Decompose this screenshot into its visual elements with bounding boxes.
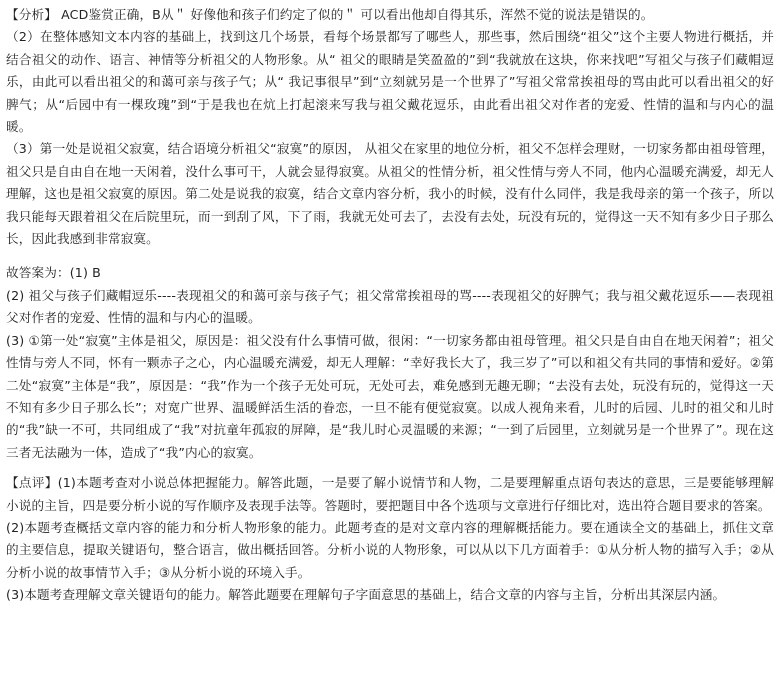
comment-paragraph-1: 【点评】(1)本题考查对小说总体把握能力。解答此题，一是要了解小说情节和人物，二是要理解重点语句表达的意思，三是要能够理解小说的主旨，四是要分析小说的写作顺序及表现手法等。答题时，要把题目中各个选项与文章进行仔细比对，选出符合题目要求的答案。 bbox=[6, 475, 774, 513]
answer-paragraph-3: (3) ①第一处“寂寞”主体是祖父，原因是：祖父没有什么事情可做，很闲：“一切家务都由祖母管理。祖父只是自由自在地天闲着”；祖父性情与旁人不同，怀有一颗赤子之心，内心温暖充满爱，却无人理解：“幸好我长大了，我三岁了”可以和祖父有共同的事情和爱好。②第二处“寂寞”主体是“我”，原因是：“我”作为一个孩子无处可玩，无处可去，难免感到无趣无聊；“去没有去处，玩没有玩的，觉得这一天不知有多少日子那么长”；对宽广世界、温暖鲜活生活的眷恋，一旦不能有便觉寂寞。以成人视角来看，儿时的后园、儿时的祖父和儿时的“我”缺一不可，共同组成了“我”对抗童年孤寂的屏障，是“我儿时心灵温暖的来源；“一到了后园里，立刻就另是一个世界了”。现在这三者无法融为一体，造成了“我”内心的寂寞。 bbox=[6, 332, 774, 460]
comment-section bbox=[6, 472, 774, 606]
analysis-section bbox=[6, 4, 774, 250]
analysis-paragraph-3: （3）第一处是说祖父寂寞，结合语境分析祖父“寂寞”的原因， 从祖父在家里的地位分析，祖父不怎样会理财，一切家务都由祖母管理，祖父只是自由自在地一天闲着，没什么事可干，人就会显得寂寞。从祖父的性情分析，祖父性情与旁人不同，他内心温暖充满爱，却无人理解，这也是祖父寂寞的原因。第二处是说我的寂寞，结合文章内容分析，我小的时候，没有什么同伴，我是我母亲的第一个孩子，所以我只能每天跟着祖父在后院里玩，而一到刮了风，下了雨，我就无处可去了，去没有去处，玩没有玩的，觉得这一天不知有多少日子那么长，因此我感到非常寂寞。 bbox=[6, 141, 774, 247]
comment-paragraph-2: (2)本题考查概括文章内容的能力和分析人物形象的能力。此题考查的是对文章内容的理解概括能力。要在通读全文的基础上，抓住文章的主要信息，提取关键语句，整合语言，做出概括回答。分析小说的人物形象，可以从以下几方面着手：①从分析人物的描写入手；②从分析小说的故事情节入手；③从分析小说的环境入手。 bbox=[6, 519, 774, 580]
comment-paragraph-3: (3)本题考查理解文章关键语句的能力。解答此题要在理解句子字面意思的基础上，结合文章的内容与主旨，分析出其深层内涵。 bbox=[6, 587, 726, 603]
answer-paragraph-1: 故答案为：(1) B bbox=[6, 265, 101, 281]
answer-paragraph-2: (2) 祖父与孩子们藏帽逗乐----表现祖父的和蔼可亲与孩子气；祖父常常挨祖母的骂----表现祖父的好脾气；我与祖父戴花逗乐——表现祖父对作者的宠爱、性情的温和与内心的温暖。 bbox=[6, 287, 774, 326]
analysis-paragraph-1: 【分析】 ACD鉴赏正确，B从＂ 好像他和孩子们约定了似的＂ 可以看出他却自得其乐，浑然不觉的说法是错误的。 bbox=[6, 7, 654, 22]
analysis-paragraph-2: （2）在整体感知文本内容的基础上，找到这几个场景，看每个场景都写了哪些人，那些事，然后围绕“祖父”这个主要人物进行概括，并结合祖父的动作、语言、神情等分析祖父的人物形象。从“ 祖父的眼睛是笑盈盈的”到“我就放在这块，你来找吧”写祖父与孩子们藏帽逗乐，由此可以看出祖父的和蔼可亲与孩子气；从“ 我记事很早”到“立刻就另是一个世界了”写祖父常常挨祖母的骂由此可以看出祖父的好脾气；从“后园中有一棵玫瑰”到“于是我也在炕上打起滚来写我与祖父戴花逗乐，由此看出祖父对作者的宠爱、性情的温和与内心的温暖。 bbox=[6, 29, 774, 135]
answer-section bbox=[6, 262, 774, 464]
